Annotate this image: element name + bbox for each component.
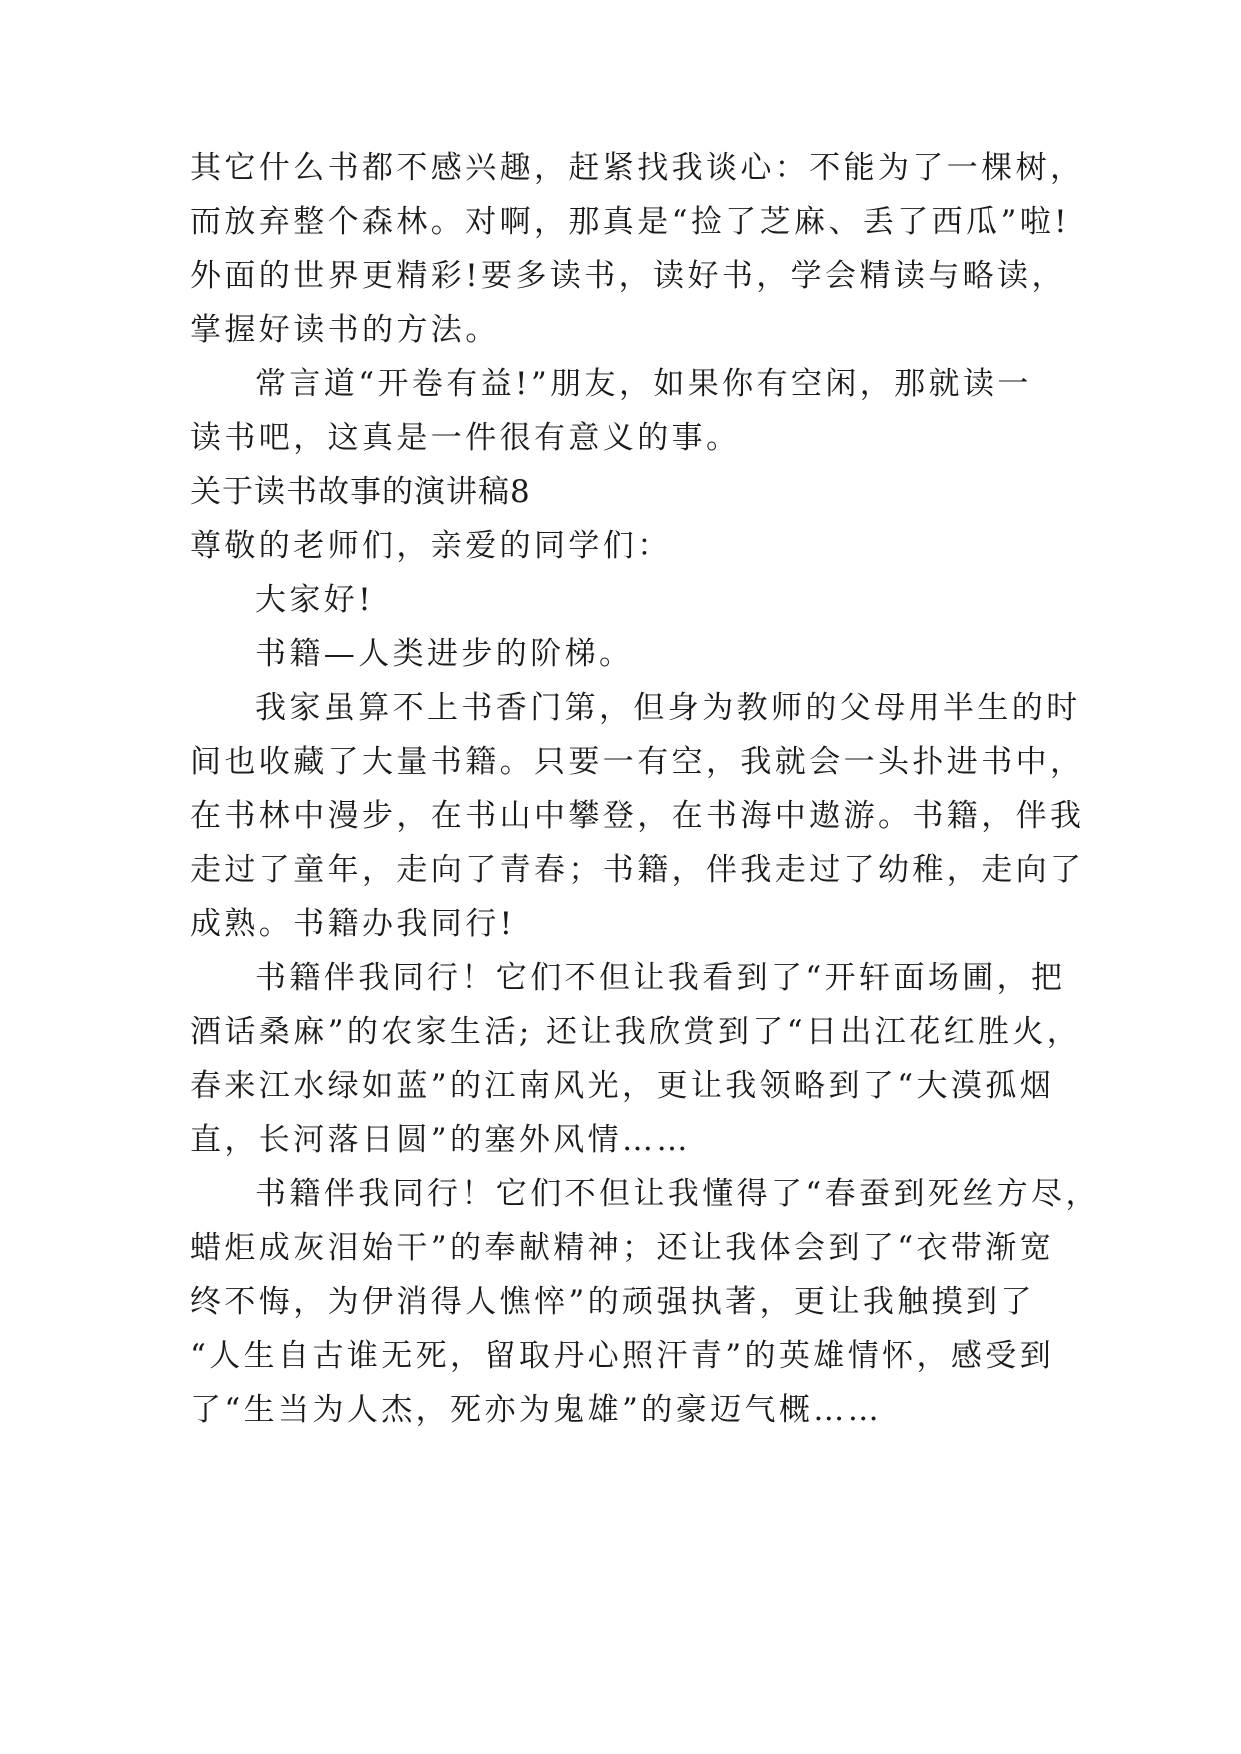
text-line: 间也收藏了大量书籍。只要一有空，我就会一头扑进书中，	[190, 744, 1085, 780]
text-line: 而放弃整个森林。对啊，那真是“捡了芝麻、丢了西瓜”啦!	[190, 204, 1070, 240]
text-line: 其它什么书都不感兴趣，赶紧找我谈心：不能为了一棵树，	[190, 150, 1085, 186]
salutation: 尊敬的老师们，亲爱的同学们：	[190, 528, 672, 564]
section-heading: 关于读书故事的演讲稿8	[190, 474, 531, 510]
text-line: 书籍伴我同行！它们不但让我懂得了“春蚕到死丝方尽，	[255, 1176, 1100, 1212]
text-line: 酒话桑麻”的农家生活; 还让我欣赏到了“日出江花红胜火，	[190, 1014, 1082, 1050]
text-line: 直，长河落日圆”的塞外风情……	[190, 1122, 691, 1158]
text-line: “人生自古谁无死，留取丹心照汗青”的英雄情怀，感受到	[190, 1338, 1055, 1374]
text-line: 蜡炬成灰泪始干”的奉献精神；还让我体会到了“衣带渐宽	[190, 1230, 1055, 1266]
text-line: 成熟。书籍办我同行!	[190, 906, 516, 942]
text-line: 常言道“开卷有益!”朋友，如果你有空闲，那就读一	[255, 366, 1032, 402]
text-line: 外面的世界更精彩!要多读书，读好书，学会精读与略读，	[190, 258, 1066, 294]
text-line: 终不悔，为伊消得人憔悴”的顽强执著，更让我触摸到了	[190, 1284, 1035, 1320]
greeting: 大家好!	[255, 582, 375, 618]
text-line: 了“生当为人杰，死亦为鬼雄”的豪迈气概……	[190, 1392, 883, 1428]
text-line: 书籍—人类进步的阶梯。	[255, 636, 634, 672]
text-line: 读书吧，这真是一件很有意义的事。	[190, 420, 741, 456]
text-line: 掌握好读书的方法。	[190, 312, 500, 348]
text-line: 在书林中漫步，在书山中攀登，在书海中遨游。书籍，伴我	[190, 798, 1085, 834]
text-line: 书籍伴我同行！它们不但让我看到了“开轩面场圃，把	[255, 960, 1066, 996]
text-line: 我家虽算不上书香门第，但身为教师的父母用半生的时	[255, 690, 1081, 726]
text-line: 走过了童年，走向了青春；书籍，伴我走过了幼稚，走向了	[190, 852, 1085, 888]
text-line: 春来江水绿如蓝”的江南风光，更让我领略到了“大漠孤烟	[190, 1068, 1055, 1104]
